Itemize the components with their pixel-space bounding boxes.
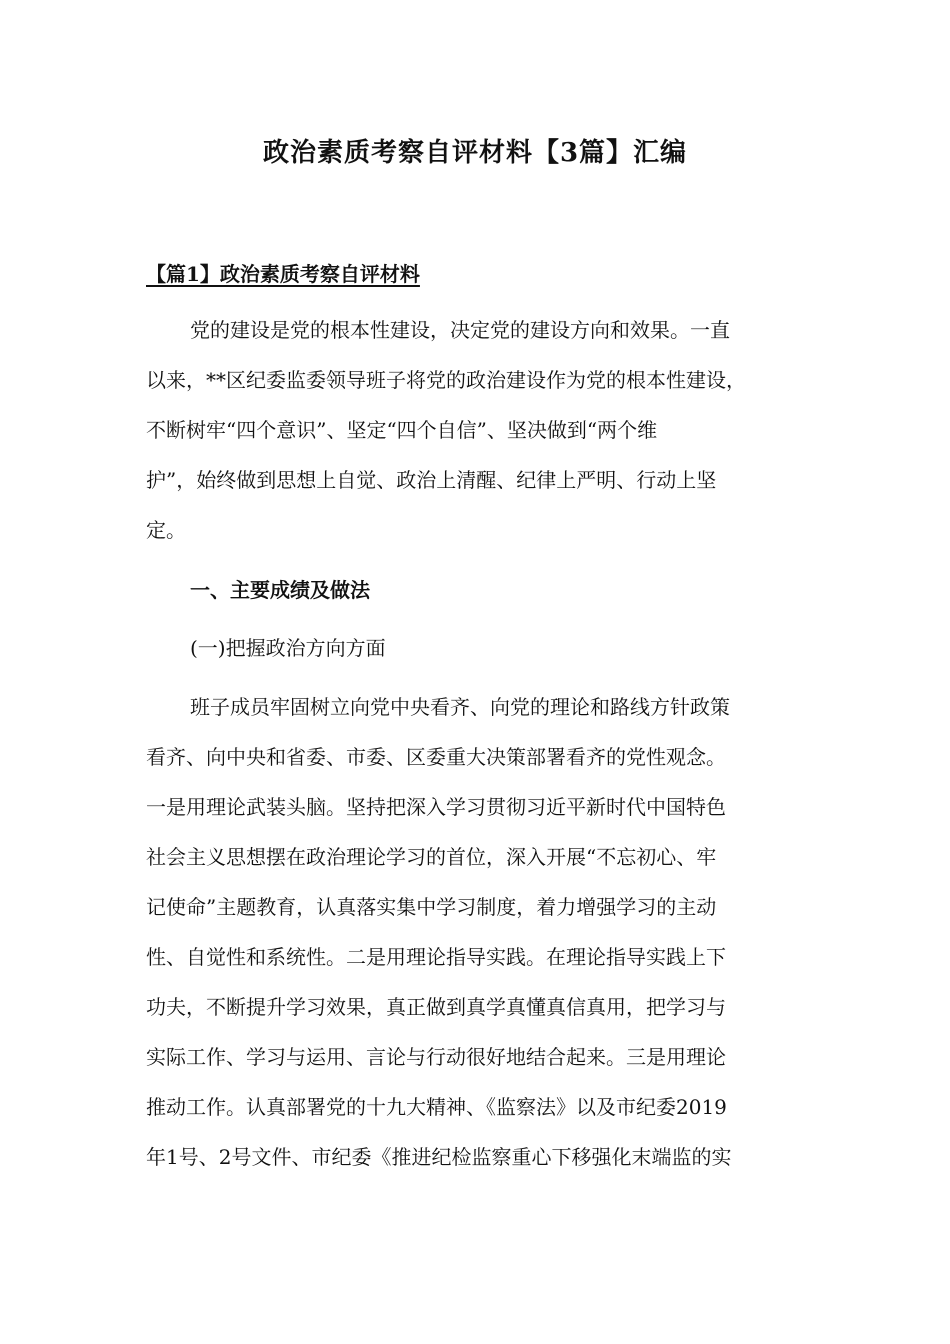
intro-line: 定。 xyxy=(146,518,186,542)
heading-main-achievements: 一、主要成绩及做法 xyxy=(190,578,370,602)
document-title: 政治素质考察自评材料【3篇】汇编 xyxy=(262,138,688,168)
intro-line: 党的建设是党的根本性建设，决定党的建设方向和效果。一直 xyxy=(190,318,730,342)
body-line: 看齐、向中央和省委、市委、区委重大决策部署看齐的党性观念。 xyxy=(146,745,726,769)
intro-line: 以来，**区纪委监委领导班子将党的政治建设作为党的根本性建设， xyxy=(146,368,746,392)
section-heading: 【篇1】政治素质考察自评材料 xyxy=(146,262,420,286)
body-line: 性、自觉性和系统性。二是用理论指导实践。在理论指导实践上下 xyxy=(146,945,726,969)
intro-line: 不断树牢“四个意识”、坚定“四个自信”、坚决做到“两个维 xyxy=(146,418,658,442)
body-line: 年1号、2号文件、市纪委《推进纪检监察重心下移强化末端监的实 xyxy=(146,1145,732,1169)
body-line: 社会主义思想摆在政治理论学习的首位，深入开展“不忘初心、牢 xyxy=(146,845,717,869)
body-line: 功夫，不断提升学习效果，真正做到真学真懂真信真用，把学习与 xyxy=(146,995,726,1019)
body-line: 记使命”主题教育，认真落实集中学习制度，着力增强学习的主动 xyxy=(146,895,717,919)
body-line: 一是用理论武装头脑。坚持把深入学习贯彻习近平新时代中国特色 xyxy=(146,795,726,819)
subheading-political-direction: (一)把握政治方向方面 xyxy=(190,636,386,660)
body-line: 班子成员牢固树立向党中央看齐、向党的理论和路线方针政策 xyxy=(190,695,730,719)
body-line: 推动工作。认真部署党的十九大精神、《监察法》以及市纪委2019 xyxy=(146,1095,727,1119)
body-line: 实际工作、学习与运用、言论与行动很好地结合起来。三是用理论 xyxy=(146,1045,726,1069)
intro-line: 护”，始终做到思想上自觉、政治上清醒、纪律上严明、行动上坚 xyxy=(146,468,717,492)
